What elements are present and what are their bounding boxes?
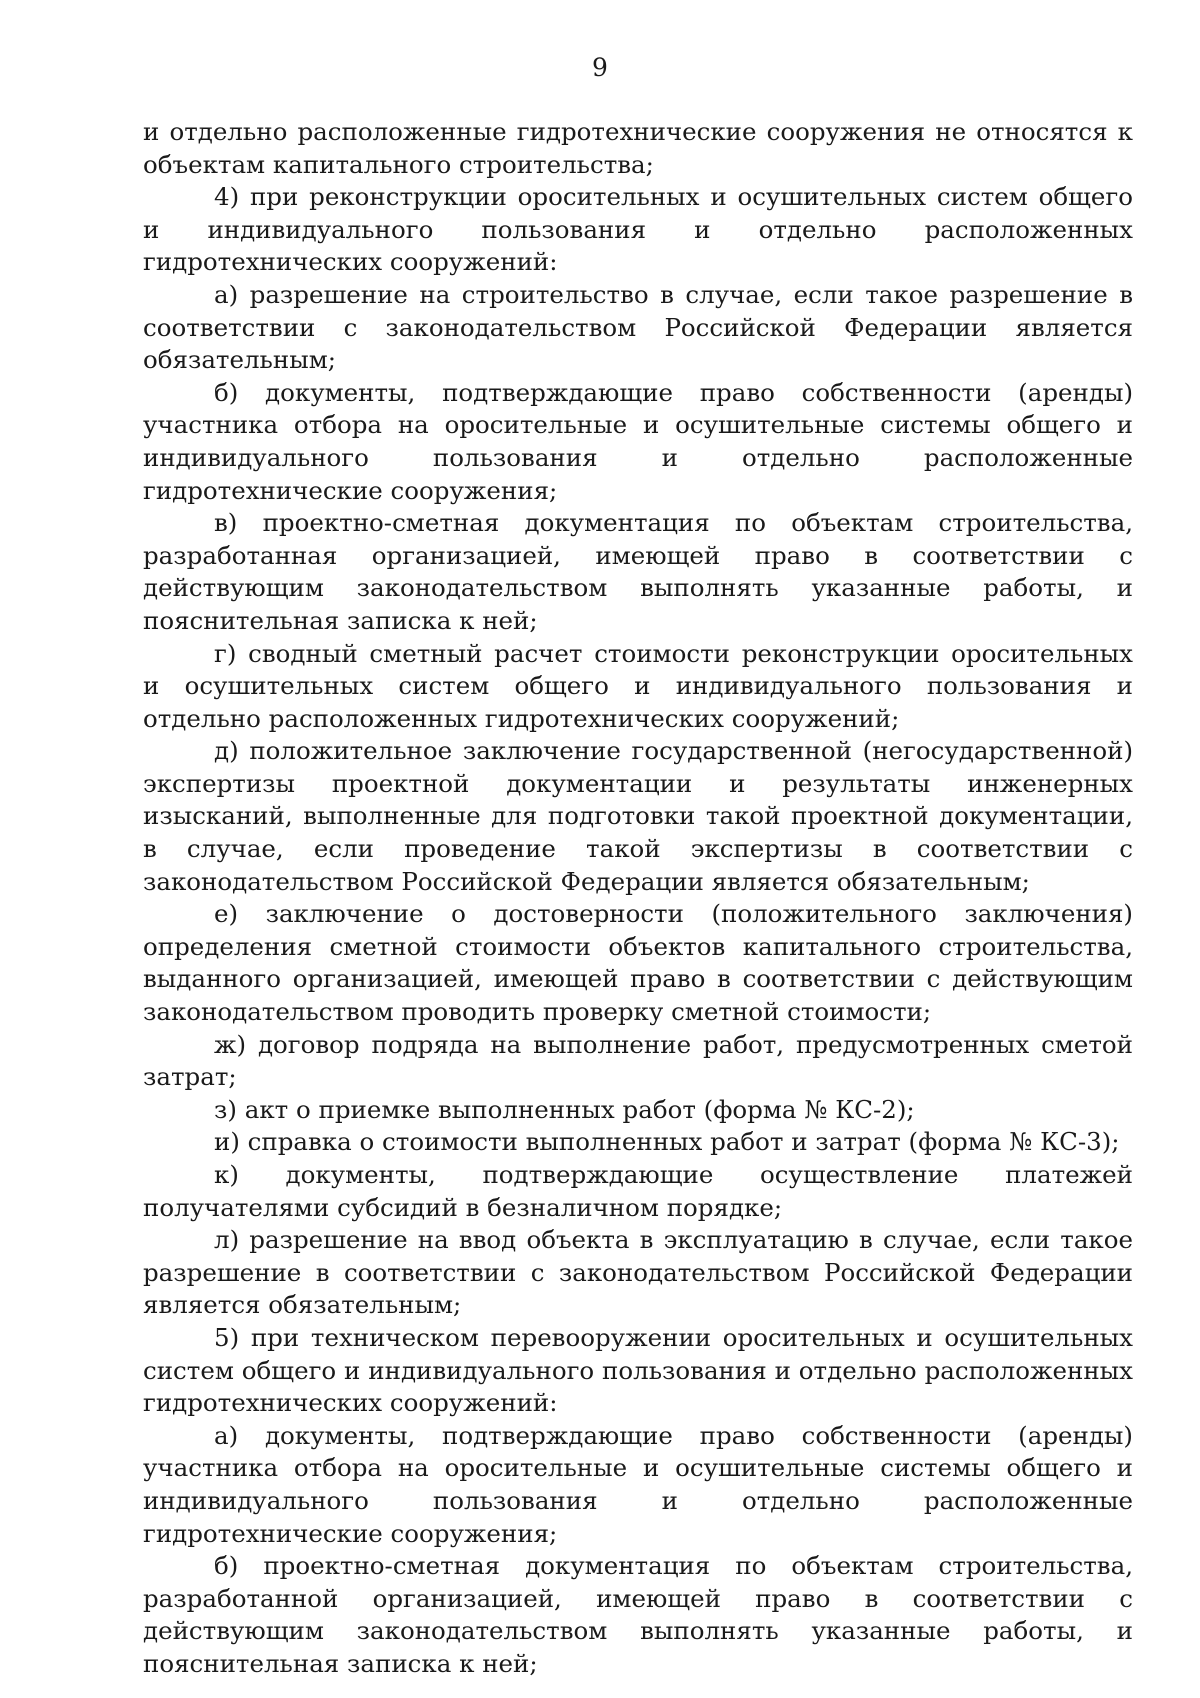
paragraph-item-4l: л) разрешение на ввод объекта в эксплуатацию в случае, если такое разрешение в соответствии с законодательством Российской Федерации является обязательным; (143, 1225, 1133, 1320)
document-body (143, 116, 1133, 1681)
paragraph-item-4a: а) разрешение на строительство в случае, если такое разрешение в соответствии с законодательством Российской Федерации является обязательным; (143, 279, 1133, 375)
paragraph-item-4: 4) при реконструкции оросительных и осушительных систем общего и индивидуального пользования и отдельно расположенных гидротехнических сооружений: (143, 182, 1133, 277)
page-number: 9 (592, 53, 608, 82)
paragraph-item-4g: г) сводный сметный расчет стоимости реконструкции оросительных и осушительных систем общего и индивидуального пользования и отдельно расположенных гидротехнических сооружений; (143, 638, 1133, 733)
paragraph-item-4k: к) документы, подтверждающие осуществление платежей получателями субсидий в безналичном порядке; (143, 1160, 1133, 1222)
paragraph-item-5a: а) документы, подтверждающие право собственности (аренды) участника отбора на оросительные и осушительные системы общего и индивидуального пользования и отдельно расположенные гидротехнические сооружения; (143, 1420, 1133, 1548)
paragraph-continuation: и отдельно расположенные гидротехнические сооружения не относятся к объектам капитального строительства; (143, 117, 1133, 179)
paragraph-item-4zh: ж) договор подряда на выполнение работ, предусмотренных сметой затрат; (143, 1029, 1133, 1092)
paragraph-item-4b: б) документы, подтверждающие право собственности (аренды) участника отбора на оросительные и осушительные системы общего и индивидуального пользования и отдельно расположенные гидротехнические сооружения; (143, 377, 1133, 505)
paragraph-item-5: 5) при техническом перевооружении оросительных и осушительных систем общего и индивидуального пользования и отдельно расположенных гидротехнических сооружений: (143, 1322, 1133, 1418)
paragraph-item-5b: б) проектно-сметная документация по объектам строительства, разработанной организацией, имеющей право в соответствии с действующим законодательством выполнять указанные работы, и пояснительная записка к ней; (143, 1551, 1133, 1678)
paragraph-item-4z: з) акт о приемке выполненных работ (форма № КС-2); (214, 1094, 915, 1124)
paragraph-item-4e: е) заключение о достоверности (положительного заключения) определения сметной стоимости объектов капитального строительства, выданного организацией, имеющей право в соответствии с действующим законодательством проводить проверку сметной стоимости; (143, 899, 1133, 1027)
paragraph-item-4i: и) справка о стоимости выполненных работ и затрат (форма № КС-3); (214, 1127, 1120, 1157)
paragraph-item-4v: в) проектно-сметная документация по объектам строительства, разработанная организацией, имеющей право в соответствии с действующим законодательством выполнять указанные работы, и пояснительная записка к ней; (143, 508, 1133, 635)
paragraph-item-4d: д) положительное заключение государственной (негосударственной) экспертизы проектной документации и результаты инженерных изысканий, выполненные для подготовки такой проектной документации, в случае, если проведение такой экспертизы в соответствии с законодательством Российской Федерации является обязательным; (143, 736, 1133, 896)
